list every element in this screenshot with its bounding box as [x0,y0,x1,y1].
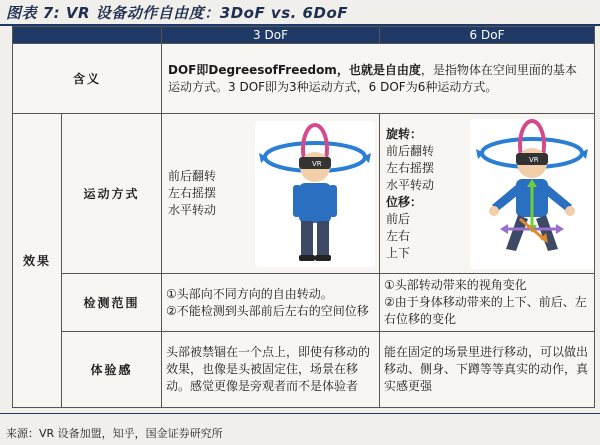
detect-6dof-item: ②由于身体移动带来的上下、前后、左右位移的变化 [384,295,587,326]
motion-3dof-item: 左右摇摆 [168,186,217,200]
row-label-experience: 体验感 [62,332,162,408]
motion-3dof-item: 水平转动 [168,203,217,217]
detect-3dof-cell [162,274,380,332]
motion-6dof-pos-item: 上下 [386,245,411,260]
experience-6dof-text: 能在固定的场景里进行移动，可以做出移动、侧身、下蹲等等真实的动作，真实感更强 [384,345,589,393]
row-label-motion: 运动方式 [62,114,162,274]
detect-3dof-item: ②不能检测到头部前后左右的空间位移 [166,303,369,318]
header-blank [13,27,162,44]
header-6dof: 6 DoF [380,27,595,44]
header-3dof: 3 DoF [162,27,380,44]
motion-6dof-pos-item: 前后 [386,211,411,226]
group-label-effect: 效果 [13,114,62,408]
vr-user-3dof-illustration [255,121,375,267]
svg-text:VR: VR [529,155,539,164]
meaning-bold-text: DOF即DegreesofFreedom，也就是自由度 [168,62,421,77]
motion-6dof-position-title: 位移： [386,194,423,209]
row-label-meaning: 含义 [13,44,162,114]
meaning-text: ，是指物体在空间里面的基本运动方式。3 DOF即为3种运动方式，6 DOF为6种运动方式。 [168,62,577,94]
row-label-detect: 检测范围 [62,274,162,332]
motion-6dof-rotation-title: 旋转： [386,126,423,141]
footer-rule [0,413,600,414]
experience-3dof-text: 头部被禁锢在一个点上，即使有移动的效果，也像是头被固定住，场景在移动。感觉更像是旁观者而不是体验者 [166,345,371,393]
experience-3dof-cell [162,332,380,408]
svg-text:VR: VR [311,159,322,168]
figure-title: 图表 7: VR 设备动作自由度：3DoF vs. 6DoF [6,4,348,22]
motion-3dof-item: 前后翻转 [168,169,217,183]
motion-3dof-cell [162,114,380,274]
meaning-cell [162,44,595,114]
comparison-table [12,26,595,408]
detect-6dof-item: ①头部转动带来的视角变化 [384,278,527,292]
motion-6dof-rot-item: 前后翻转 [386,143,435,158]
detect-3dof-item: ①头部向不同方向的自由转动。 [166,286,333,301]
source-note: 来源：VR 设备加盟，知乎，国金证券研究所 [6,427,223,440]
motion-6dof-cell [380,114,595,274]
vr-user-6dof-illustration [470,119,594,269]
motion-6dof-rot-item: 左右摇摆 [386,160,435,175]
experience-6dof-cell [380,332,595,408]
motion-6dof-rot-item: 水平转动 [386,177,435,192]
detect-6dof-cell [380,274,595,332]
motion-6dof-pos-item: 左右 [386,228,411,243]
